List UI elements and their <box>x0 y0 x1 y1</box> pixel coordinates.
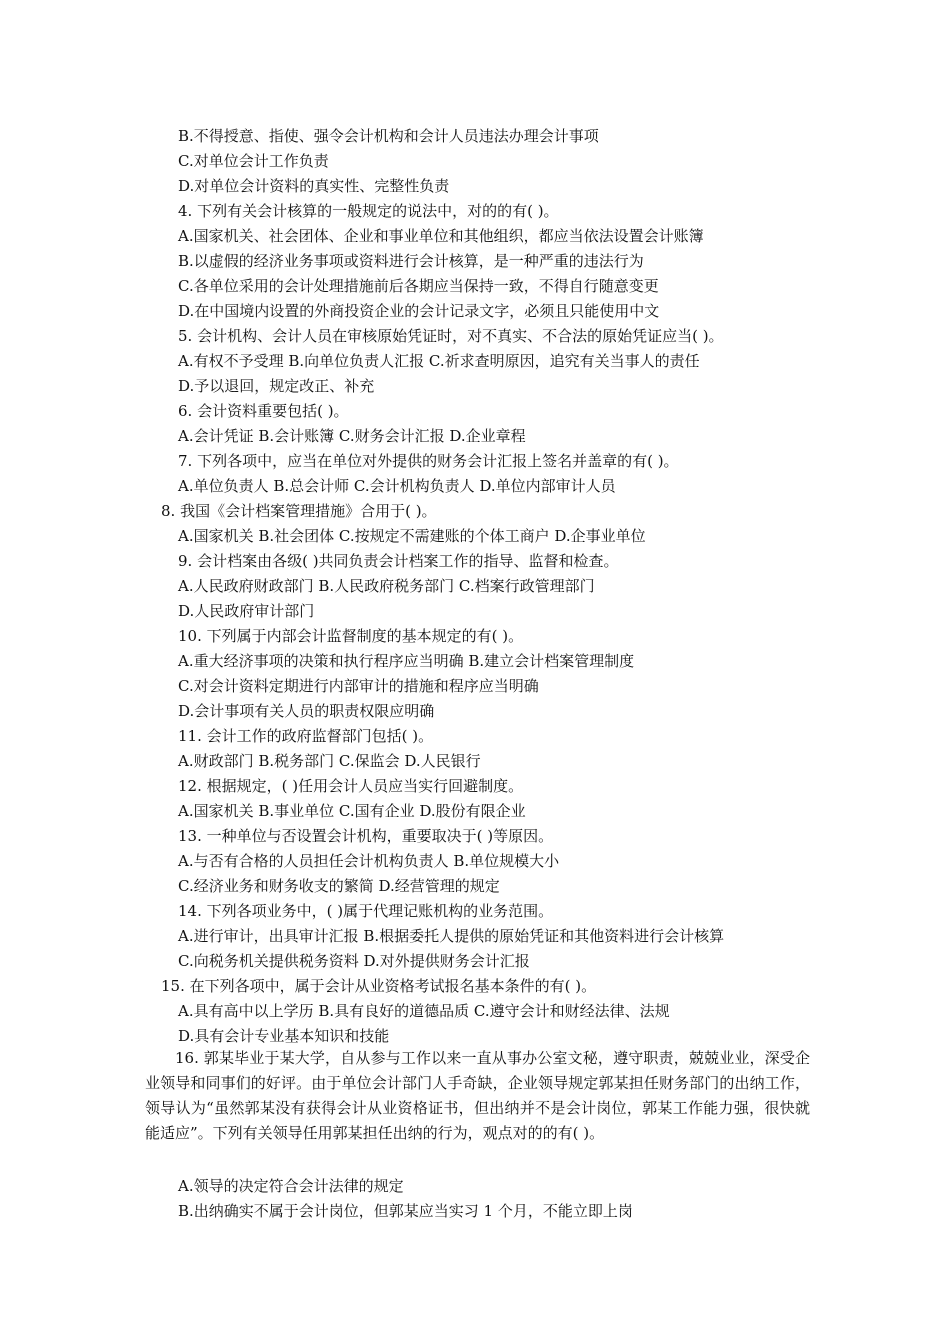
q14-options-cd: C.向税务机关提供税务资料 D.对外提供财务会计汇报 <box>178 952 530 970</box>
q3-option-d: D.对单位会计资料的真实性、完整性负责 <box>178 177 450 195</box>
q10-options-ab: A.重大经济事项的决策和执行程序应当明确 B.建立会计档案管理制度 <box>178 652 635 670</box>
question-9: 9. 会计档案由各级( )共同负责会计档案工作的指导、监督和检查。 <box>178 552 619 570</box>
q15-options-abc: A.具有高中以上学历 B.具有良好的道德品质 C.遵守会计和财经法律、法规 <box>178 1002 670 1020</box>
q13-options-cd: C.经济业务和财务收支的繁简 D.经营管理的规定 <box>178 877 500 895</box>
q16-option-b: B.出纳确实不属于会计岗位，但郭某应当实习 1 个月，不能立即上岗 <box>178 1202 633 1220</box>
q13-options-ab: A.与否有合格的人员担任会计机构负责人 B.单位规模大小 <box>178 852 560 870</box>
q4-option-a: A.国家机关、社会团体、企业和事业单位和其他组织，都应当依法设置会计账簿 <box>178 227 704 245</box>
q10-option-d: D.会计事项有关人员的职责权限应明确 <box>178 702 435 720</box>
q10-option-c: C.对会计资料定期进行内部审计的措施和程序应当明确 <box>178 677 539 695</box>
q4-option-b: B.以虚假的经济业务事项或资料进行会计核算，是一种严重的违法行为 <box>178 252 644 270</box>
question-13: 13. 一种单位与否设置会计机构，重要取决于( )等原因。 <box>178 827 554 845</box>
q8-options: A.国家机关 B.社会团体 C.按规定不需建账的个体工商户 D.企事业单位 <box>178 527 646 545</box>
q5-option-d: D.予以退回，规定改正、补充 <box>178 377 375 395</box>
q3-option-c: C.对单位会计工作负责 <box>178 152 329 170</box>
q9-option-d: D.人民政府审计部门 <box>178 602 315 620</box>
q7-options: A.单位负责人 B.总会计师 C.会计机构负责人 D.单位内部审计人员 <box>178 477 616 495</box>
q5-options-abc: A.有权不予受理 B.向单位负责人汇报 C.祈求查明原因，追究有关当事人的责任 <box>178 352 700 370</box>
question-15: 15. 在下列各项中，属于会计从业资格考试报名基本条件的有( )。 <box>161 977 597 995</box>
q15-option-d: D.具有会计专业基本知识和技能 <box>178 1027 390 1045</box>
q11-options: A.财政部门 B.税务部门 C.保监会 D.人民银行 <box>178 752 481 770</box>
q12-options: A.国家机关 B.事业单位 C.国有企业 D.股份有限企业 <box>178 802 526 820</box>
question-10: 10. 下列属于内部会计监督制度的基本规定的有( )。 <box>178 627 524 645</box>
q6-options: A.会计凭证 B.会计账簿 C.财务会计汇报 D.企业章程 <box>178 427 526 445</box>
question-12: 12. 根据规定，( )任用会计人员应当实行回避制度。 <box>178 777 524 795</box>
question-11: 11. 会计工作的政府监督部门包括( )。 <box>178 727 434 745</box>
q4-option-c: C.各单位采用的会计处理措施前后各期应当保持一致，不得自行随意变更 <box>178 277 659 295</box>
q4-option-d: D.在中国境内设置的外商投资企业的会计记录文字，必须且只能使用中文 <box>178 302 660 320</box>
q16-option-a: A.领导的决定符合会计法律的规定 <box>178 1177 404 1195</box>
question-8: 8. 我国《会计档案管理措施》合用于( )。 <box>161 502 437 520</box>
q3-option-b: B.不得授意、指使、强令会计机构和会计人员违法办理会计事项 <box>178 127 599 145</box>
question-14: 14. 下列各项业务中，( )属于代理记账机构的业务范围。 <box>178 902 554 920</box>
question-4: 4. 下列有关会计核算的一般规定的说法中，对的的有( )。 <box>178 202 559 220</box>
question-6: 6. 会计资料重要包括( )。 <box>178 402 349 420</box>
q9-options-abc: A.人民政府财政部门 B.人民政府税务部门 C.档案行政管理部门 <box>178 577 595 595</box>
question-7: 7. 下列各项中，应当在单位对外提供的财务会计汇报上签名并盖章的有( )。 <box>178 452 679 470</box>
q14-options-ab: A.进行审计，出具审计汇报 B.根据委托人提供的原始凭证和其他资料进行会计核算 <box>178 927 725 945</box>
question-5: 5. 会计机构、会计人员在审核原始凭证时，对不真实、不合法的原始凭证应当( )。 <box>178 327 724 345</box>
question-16-paragraph: 16. 郭某毕业于某大学，自从参与工作以来一直从事办公室文秘，遵守职责，兢兢业业，深受企业领导和同事们的好评。由于单位会计部门人手奇缺，企业领导规定郭某担任财务部门的出纳工作，领导认为“虽然郭某没有获得会计从业资格证书，但出纳并不是会计岗位，郭某工作能力强，很快就能适应”。下列有关领导任用郭某担任出纳的行为，观点对的的有( )。 <box>145 1049 810 1142</box>
